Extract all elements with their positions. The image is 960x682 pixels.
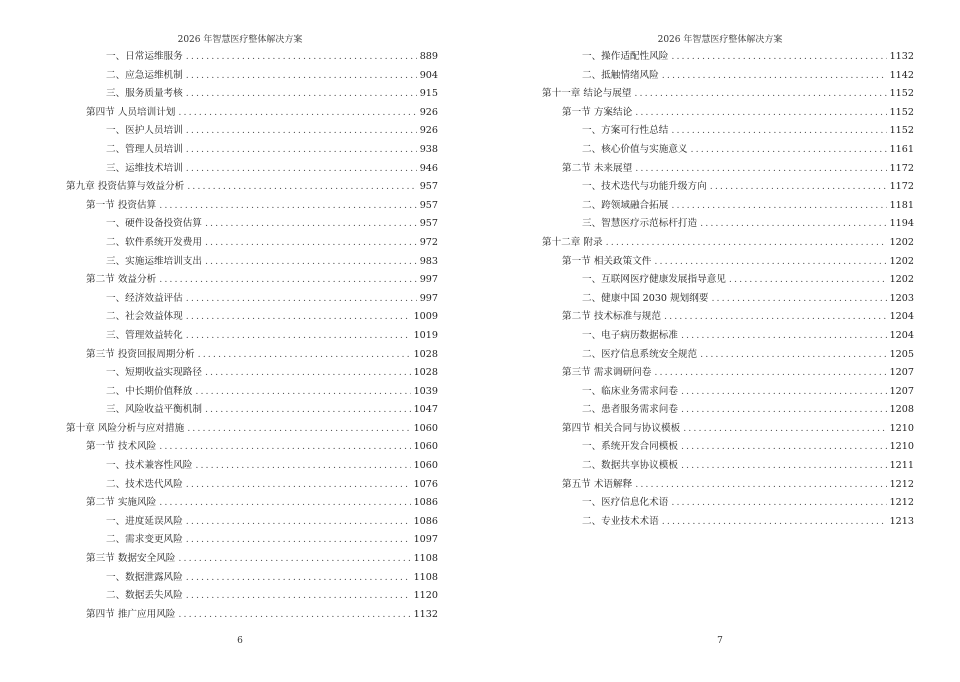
toc-entry-title: 二、数据共享协议模板 <box>582 460 678 472</box>
toc-entry[interactable] <box>542 457 914 476</box>
page-number: 7 <box>717 636 723 646</box>
toc-entry-title: 第四节 人员培训计划 <box>86 106 176 118</box>
dot-leader <box>186 141 417 160</box>
dot-leader <box>178 606 410 625</box>
toc-entry-page: 957 <box>419 181 438 193</box>
toc-entry-title: 二、医疗信息系统安全规范 <box>582 348 698 360</box>
dot-leader <box>205 401 411 420</box>
dot-leader <box>681 383 887 402</box>
toc-entry-page: 1047 <box>413 404 438 416</box>
toc-entry-title: 一、硬件设备投资估算 <box>106 218 202 230</box>
toc-entry[interactable] <box>542 271 914 290</box>
toc-entry-page: 1161 <box>889 143 914 155</box>
toc-entry-page: 1213 <box>889 515 914 527</box>
dot-leader <box>691 141 887 160</box>
toc-entry[interactable] <box>66 178 438 197</box>
toc-entry-title: 二、抵触情绪风险 <box>582 69 659 81</box>
dot-leader <box>186 587 411 606</box>
toc-entry[interactable] <box>542 234 914 253</box>
toc-entry-page: 1132 <box>889 51 914 62</box>
toc-entry[interactable] <box>66 457 438 476</box>
dot-leader <box>681 401 887 420</box>
toc-entry-page: 1152 <box>889 88 914 100</box>
toc-entry-page: 1009 <box>413 311 438 323</box>
toc-entry-title: 第十一章 结论与展望 <box>542 88 632 100</box>
toc-entry[interactable] <box>66 271 438 290</box>
toc-entry-page: 1019 <box>413 329 438 341</box>
dot-leader <box>664 308 887 327</box>
dot-leader <box>186 85 417 104</box>
toc-entry[interactable] <box>542 494 914 513</box>
dot-leader <box>186 48 417 67</box>
toc-entry-title: 一、方案可行性总结 <box>582 125 669 137</box>
toc-entry-title: 一、操作适配性风险 <box>582 51 669 62</box>
toc-entry-title: 二、需求变更风险 <box>106 534 183 546</box>
toc-entry-title: 一、技术迭代与功能升级方向 <box>582 181 707 193</box>
toc-entry[interactable] <box>66 606 438 625</box>
toc-entry[interactable] <box>66 364 438 383</box>
toc-entry-title: 第二节 技术标准与规范 <box>562 311 661 323</box>
toc-entry-page: 1204 <box>889 311 914 323</box>
toc-entry-page: 1039 <box>413 385 438 397</box>
toc-entry[interactable] <box>66 253 438 272</box>
dot-leader <box>671 494 886 513</box>
toc-entry-title: 二、核心价值与实施意义 <box>582 143 688 155</box>
dot-leader <box>711 290 886 309</box>
dot-leader <box>681 438 887 457</box>
toc-entry-title: 二、管理人员培训 <box>106 143 183 155</box>
dot-leader <box>186 513 411 532</box>
right-page <box>480 0 960 682</box>
dot-leader <box>205 364 411 383</box>
dot-leader <box>700 346 886 365</box>
toc-entry[interactable] <box>66 67 438 86</box>
toc-entry-page: 1086 <box>413 515 438 527</box>
toc-entry-page: 1207 <box>889 367 914 379</box>
dot-leader <box>195 383 410 402</box>
toc-entry[interactable] <box>542 308 914 327</box>
toc-entry-page: 1205 <box>889 348 914 360</box>
dot-leader <box>683 420 886 439</box>
dot-leader <box>186 327 411 346</box>
toc-entry-page: 1210 <box>889 422 914 434</box>
toc-entry[interactable] <box>66 104 438 123</box>
toc-entry-title: 三、管理效益转化 <box>106 329 183 341</box>
toc-entry-page: 1028 <box>413 348 438 360</box>
dot-leader <box>186 122 417 141</box>
toc-entry-title: 第九章 投资估算与效益分析 <box>66 181 185 193</box>
toc-entry[interactable] <box>66 346 438 365</box>
toc-entry-page: 1152 <box>889 125 914 137</box>
toc-entry-title: 一、数据泄露风险 <box>106 571 183 583</box>
toc-entry-title: 第四节 相关合同与协议模板 <box>562 422 681 434</box>
toc-entry-title: 二、数据丢失风险 <box>106 590 183 602</box>
dot-leader <box>186 290 417 309</box>
toc-entry[interactable] <box>66 550 438 569</box>
toc-list <box>542 48 914 531</box>
dot-leader <box>662 513 887 532</box>
dot-leader <box>178 104 416 123</box>
dot-leader <box>159 438 410 457</box>
toc-entry-title: 二、专业技术术语 <box>582 515 659 527</box>
toc-entry-page: 957 <box>419 218 438 230</box>
toc-entry-page: 1203 <box>889 292 914 304</box>
toc-entry[interactable] <box>66 420 438 439</box>
toc-entry-title: 第一节 方案结论 <box>562 106 633 118</box>
toc-entry-title: 三、智慧医疗示范标杆打造 <box>582 218 698 230</box>
toc-entry[interactable] <box>542 104 914 123</box>
toc-entry[interactable] <box>542 438 914 457</box>
dot-leader <box>186 531 411 550</box>
toc-entry-title: 第十章 风险分析与应对措施 <box>66 422 185 434</box>
toc-entry-page: 972 <box>419 236 438 248</box>
dot-leader <box>186 569 411 588</box>
toc-entry-page: 946 <box>419 162 438 174</box>
toc-entry-page: 1202 <box>889 274 914 286</box>
dot-leader <box>700 215 886 234</box>
toc-entry-page: 997 <box>419 274 438 286</box>
toc-entry[interactable] <box>66 587 438 606</box>
toc-entry-title: 第四节 推广应用风险 <box>86 608 176 620</box>
toc-entry[interactable] <box>542 364 914 383</box>
dot-leader <box>198 346 411 365</box>
toc-entry-title: 第一节 相关政策文件 <box>562 255 652 267</box>
toc-entry-page: 1152 <box>889 106 914 118</box>
toc-entry-page: 1172 <box>889 181 914 193</box>
toc-entry[interactable] <box>542 290 914 309</box>
toc-entry-title: 一、电子病历数据标准 <box>582 329 678 341</box>
toc-entry[interactable] <box>66 383 438 402</box>
dot-leader <box>635 104 886 123</box>
dot-leader <box>186 160 417 179</box>
toc-entry-title: 二、健康中国 2030 规划纲要 <box>582 292 709 304</box>
toc-entry[interactable] <box>66 141 438 160</box>
dot-leader <box>186 308 411 327</box>
toc-list <box>66 48 438 624</box>
toc-entry[interactable] <box>542 122 914 141</box>
toc-entry-page: 938 <box>419 143 438 155</box>
dot-leader <box>159 494 410 513</box>
toc-entry-title: 二、社会效益体现 <box>106 311 183 323</box>
toc-entry[interactable] <box>66 122 438 141</box>
dot-leader <box>187 420 410 439</box>
toc-entry-page: 889 <box>419 51 438 62</box>
toc-entry-page: 1172 <box>889 162 914 174</box>
toc-entry[interactable] <box>66 85 438 104</box>
toc-entry-page: 1132 <box>413 608 438 620</box>
toc-entry-title: 二、中长期价值释放 <box>106 385 193 397</box>
toc-entry[interactable] <box>542 327 914 346</box>
toc-entry-title: 第二节 实施风险 <box>86 497 157 509</box>
toc-entry[interactable] <box>542 160 914 179</box>
toc-entry-page: 1108 <box>413 553 438 565</box>
toc-entry[interactable] <box>66 531 438 550</box>
toc-entry[interactable] <box>542 476 914 495</box>
dot-leader <box>205 215 417 234</box>
toc-entry[interactable] <box>542 401 914 420</box>
toc-entry-page: 997 <box>419 292 438 304</box>
toc-entry[interactable] <box>542 67 914 86</box>
toc-entry-page: 1086 <box>413 497 438 509</box>
toc-entry-title: 第三节 数据安全风险 <box>86 553 176 565</box>
toc-entry-page: 1142 <box>889 69 914 81</box>
toc-entry[interactable] <box>542 85 914 104</box>
toc-entry[interactable] <box>542 420 914 439</box>
toc-entry[interactable] <box>542 513 914 532</box>
toc-entry-page: 1028 <box>413 367 438 379</box>
toc-entry[interactable] <box>542 383 914 402</box>
running-header: 2026 年智慧医疗整体解决方案 <box>177 35 303 45</box>
dot-leader <box>187 178 417 197</box>
toc-entry-title: 二、软件系统开发费用 <box>106 236 202 248</box>
toc-entry[interactable] <box>542 48 914 67</box>
toc-entry[interactable] <box>542 346 914 365</box>
running-header: 2026 年智慧医疗整体解决方案 <box>657 35 783 45</box>
dot-leader <box>186 67 417 86</box>
dot-leader <box>654 364 886 383</box>
toc-entry-page: 1212 <box>889 478 914 490</box>
toc-entry[interactable] <box>542 197 914 216</box>
toc-entry-page: 1208 <box>889 404 914 416</box>
toc-entry[interactable] <box>66 327 438 346</box>
toc-entry-title: 二、应急运维机制 <box>106 69 183 81</box>
toc-entry-title: 二、技术迭代风险 <box>106 478 183 490</box>
toc-entry-page: 1181 <box>889 199 914 211</box>
toc-entry-title: 三、运维技术培训 <box>106 162 183 174</box>
toc-entry-title: 第三节 需求调研问卷 <box>562 367 652 379</box>
toc-entry-page: 1097 <box>413 534 438 546</box>
toc-entry-title: 一、短期收益实现路径 <box>106 367 202 379</box>
toc-entry-page: 1120 <box>413 590 438 602</box>
dot-leader <box>159 197 416 216</box>
toc-entry[interactable] <box>66 513 438 532</box>
toc-entry-page: 926 <box>419 106 438 118</box>
toc-entry-page: 915 <box>419 88 438 100</box>
toc-entry-title: 一、医疗信息化术语 <box>582 497 669 509</box>
toc-entry[interactable] <box>542 253 914 272</box>
toc-entry-page: 1202 <box>889 236 914 248</box>
dot-leader <box>710 178 887 197</box>
dot-leader <box>635 160 886 179</box>
toc-entry[interactable] <box>542 141 914 160</box>
toc-entry-title: 第一节 投资估算 <box>86 199 157 211</box>
dot-leader <box>205 253 417 272</box>
dot-leader <box>635 476 886 495</box>
toc-entry-page: 926 <box>419 125 438 137</box>
toc-entry-page: 957 <box>419 199 438 211</box>
dot-leader <box>186 476 411 495</box>
toc-entry-page: 1060 <box>413 441 438 453</box>
dot-leader <box>662 67 887 86</box>
toc-entry-title: 第三节 投资回报周期分析 <box>86 348 195 360</box>
toc-entry[interactable] <box>66 48 438 67</box>
toc-entry-title: 一、进度延误风险 <box>106 515 183 527</box>
toc-entry-title: 一、经济效益评估 <box>106 292 183 304</box>
toc-entry-page: 1194 <box>889 218 914 230</box>
toc-entry-page: 1211 <box>889 460 914 472</box>
toc-entry-title: 一、技术兼容性风险 <box>106 460 193 472</box>
dot-leader <box>654 253 886 272</box>
toc-entry[interactable] <box>66 438 438 457</box>
toc-entry-page: 1202 <box>889 255 914 267</box>
toc-entry-title: 二、跨领域融合拓展 <box>582 199 669 211</box>
dot-leader <box>671 48 886 67</box>
toc-entry-title: 三、风险收益平衡机制 <box>106 404 202 416</box>
toc-entry[interactable] <box>66 401 438 420</box>
dot-leader <box>205 234 417 253</box>
dot-leader <box>159 271 416 290</box>
toc-entry[interactable] <box>66 308 438 327</box>
toc-entry-title: 第二节 效益分析 <box>86 274 157 286</box>
toc-entry-page: 904 <box>419 69 438 81</box>
toc-entry[interactable] <box>66 197 438 216</box>
toc-entry-title: 一、日常运维服务 <box>106 51 183 62</box>
toc-entry[interactable] <box>66 476 438 495</box>
toc-entry[interactable] <box>66 290 438 309</box>
toc-entry[interactable] <box>66 234 438 253</box>
toc-entry-page: 1204 <box>889 329 914 341</box>
toc-entry-title: 一、互联网医疗健康发展指导意见 <box>582 274 726 286</box>
toc-entry-title: 第二节 未来展望 <box>562 162 633 174</box>
toc-entry-title: 第一节 技术风险 <box>86 441 157 453</box>
toc-entry-title: 一、医护人员培训 <box>106 125 183 137</box>
toc-entry-page: 1207 <box>889 385 914 397</box>
toc-entry-title: 第五节 术语解释 <box>562 478 633 490</box>
toc-entry-title: 三、服务质量考核 <box>106 88 183 100</box>
toc-entry-title: 三、实施运维培训支出 <box>106 255 202 267</box>
toc-entry-title: 一、临床业务需求问卷 <box>582 385 678 397</box>
dot-leader <box>681 327 887 346</box>
toc-entry[interactable] <box>542 178 914 197</box>
toc-entry-page: 1210 <box>889 441 914 453</box>
dot-leader <box>671 122 886 141</box>
dot-leader <box>729 271 887 290</box>
toc-entry-page: 1060 <box>413 422 438 434</box>
toc-entry-page: 1076 <box>413 478 438 490</box>
toc-entry[interactable] <box>542 215 914 234</box>
toc-entry-page: 1212 <box>889 497 914 509</box>
dot-leader <box>671 197 886 216</box>
toc-entry-title: 二、患者服务需求问卷 <box>582 404 678 416</box>
toc-entry[interactable] <box>66 215 438 234</box>
dot-leader <box>178 550 410 569</box>
toc-entry-page: 983 <box>419 255 438 267</box>
dot-leader <box>195 457 410 476</box>
toc-entry[interactable] <box>66 494 438 513</box>
page-number: 6 <box>237 636 243 646</box>
toc-entry-page: 1060 <box>413 460 438 472</box>
dot-leader <box>634 85 886 104</box>
toc-entry-title: 一、系统开发合同模板 <box>582 441 678 453</box>
toc-entry[interactable] <box>66 569 438 588</box>
toc-entry-title: 第十二章 附录 <box>542 236 603 248</box>
toc-entry[interactable] <box>66 160 438 179</box>
dot-leader <box>606 234 887 253</box>
toc-entry-page: 1108 <box>413 571 438 583</box>
dot-leader <box>681 457 887 476</box>
